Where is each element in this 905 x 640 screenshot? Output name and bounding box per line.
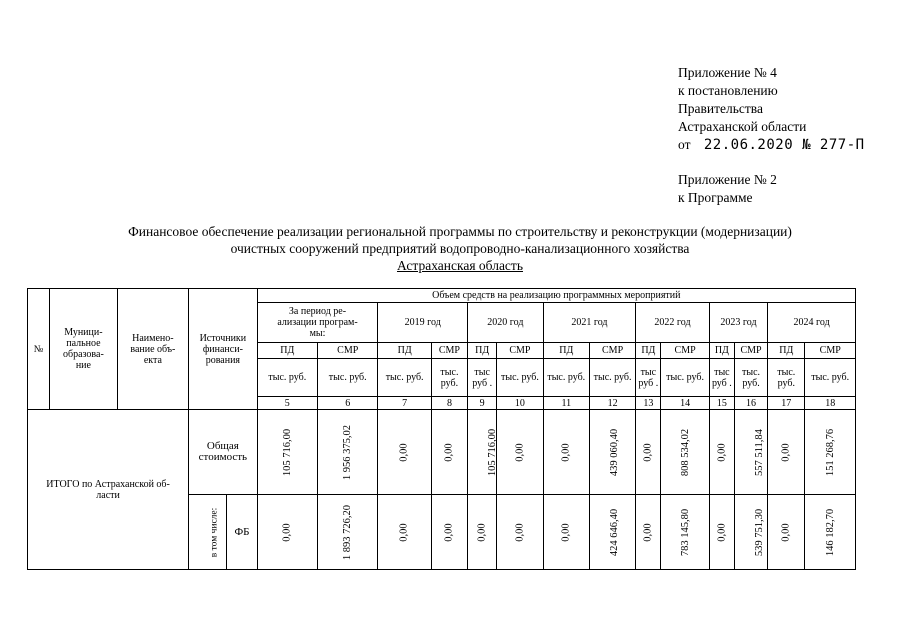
unit-cell: тыс. руб. [378, 359, 431, 397]
header-smr: СМР [661, 343, 709, 359]
value-cell [805, 495, 856, 570]
value-cell [468, 495, 497, 570]
value-cell [709, 495, 734, 570]
unit-cell: тыс. руб. [257, 359, 317, 397]
value-cell [318, 410, 378, 495]
value-text: 0,00 [560, 442, 572, 462]
col-number: 15 [709, 397, 734, 410]
header-pd: ПД [378, 343, 431, 359]
value-cell [709, 410, 734, 495]
value-cell [636, 410, 661, 495]
total-cost-label: Общая стоимость [189, 410, 257, 495]
value-text: 0,00 [716, 522, 728, 542]
value-text: 0,00 [514, 522, 526, 542]
header-smr: СМР [734, 343, 767, 359]
unit-cell: тыс. руб. [661, 359, 709, 397]
col-number: 6 [318, 397, 378, 410]
value-cell [431, 410, 467, 495]
appendix-date [678, 136, 865, 154]
value-text: 0,00 [642, 442, 654, 462]
unit-cell: тыс руб . [636, 359, 661, 397]
appendix2-line: Приложение № 2 [678, 172, 777, 187]
unit-cell: тыс. руб. [768, 359, 805, 397]
value-text: 557 511,84 [753, 428, 765, 476]
appendix-block [678, 64, 865, 154]
header-smr: СМР [805, 343, 856, 359]
col-number: 13 [636, 397, 661, 410]
value-cell [768, 410, 805, 495]
col-number: 12 [589, 397, 635, 410]
header-volume: Объем средств на реализацию программных мероприятий [257, 289, 855, 303]
header-year: 2024 год [768, 303, 856, 343]
value-text: 0,00 [399, 522, 411, 542]
header-pd: ПД [636, 343, 661, 359]
including-label: в том числе: [209, 507, 220, 558]
appendix2-line: к Программе [678, 190, 753, 205]
col-number: 17 [768, 397, 805, 410]
header-smr: СМР [497, 343, 543, 359]
header-year: 2022 год [636, 303, 710, 343]
value-text: 105 716,00 [487, 428, 499, 476]
value-text: 424 646,40 [609, 508, 621, 556]
col-number: 7 [378, 397, 431, 410]
title-line2: очистных сооружений предприятий водопроводно-канализационного хозяйства [230, 241, 690, 256]
appendix-line: Приложение № 4 [678, 65, 777, 80]
value-text: 539 751,30 [754, 508, 766, 556]
col-number: 14 [661, 397, 709, 410]
header-year: 2019 год [378, 303, 468, 343]
value-text: 0,00 [443, 522, 455, 542]
header-pd: ПД [543, 343, 589, 359]
value-text: 0,00 [780, 442, 792, 462]
appendix-line: Астраханской области [678, 119, 807, 134]
header-pd: ПД [468, 343, 497, 359]
value-text: 0,00 [716, 442, 728, 462]
unit-cell: тыс. руб. [318, 359, 378, 397]
fb-label: ФБ [227, 495, 257, 570]
value-text: 0,00 [560, 522, 572, 542]
total-label: ИТОГО по Астраханской об- ласти [28, 410, 189, 570]
value-text: 151 268,76 [824, 428, 836, 476]
value-text: 808 534,02 [680, 428, 692, 476]
value-text: 0,00 [476, 522, 488, 542]
value-cell [734, 410, 767, 495]
value-cell [378, 410, 431, 495]
value-cell [468, 410, 497, 495]
value-cell [661, 495, 709, 570]
value-cell [661, 410, 709, 495]
appendix-line: Правительства [678, 101, 763, 116]
value-cell [257, 410, 317, 495]
col-number: 11 [543, 397, 589, 410]
header-pd: ПД [709, 343, 734, 359]
col-number: 5 [257, 397, 317, 410]
value-cell [768, 495, 805, 570]
title-line1: Финансовое обеспечение реализации региональной программы по строительству и реконструкции (модернизации) [128, 224, 792, 239]
value-text: 1 893 726,20 [342, 504, 354, 560]
value-text: 783 145,80 [680, 508, 692, 556]
value-text: 146 182,70 [824, 508, 836, 556]
value-text: 0,00 [514, 442, 526, 462]
header-smr: СМР [431, 343, 467, 359]
value-cell [378, 495, 431, 570]
header-sources: Источники финанси- рования [189, 289, 257, 410]
unit-cell: тыс. руб. [589, 359, 635, 397]
value-cell [318, 495, 378, 570]
value-text: 0,00 [780, 522, 792, 542]
financing-table [27, 288, 856, 570]
header-smr: СМР [589, 343, 635, 359]
value-cell [543, 495, 589, 570]
unit-cell: тыс. руб. [805, 359, 856, 397]
value-text: 1 956 375,02 [342, 424, 354, 480]
col-number: 18 [805, 397, 856, 410]
header-smr: СМР [318, 343, 378, 359]
header-municipality: Муници- пальное образова- ние [50, 289, 117, 410]
document-title [60, 223, 860, 274]
header-year: 2020 год [468, 303, 544, 343]
header-pd: ПД [257, 343, 317, 359]
unit-cell: тыс. руб. [543, 359, 589, 397]
value-cell [543, 410, 589, 495]
value-cell [589, 410, 635, 495]
unit-cell: тыс руб . [468, 359, 497, 397]
header-period: За период ре- ализации програм- мы: [257, 303, 378, 343]
value-text: 0,00 [281, 522, 293, 542]
col-number: 10 [497, 397, 543, 410]
value-text: 0,00 [399, 442, 411, 462]
unit-cell: тыс. руб. [734, 359, 767, 397]
value-text: 439 060,40 [609, 428, 621, 476]
value-text: 105 716,00 [281, 428, 293, 476]
col-number: 16 [734, 397, 767, 410]
date-prefix: от [678, 137, 691, 152]
title-region: Астраханская область [397, 258, 523, 273]
value-cell [805, 410, 856, 495]
including-cell [189, 495, 227, 570]
header-pd: ПД [768, 343, 805, 359]
col-number: 9 [468, 397, 497, 410]
unit-cell: тыс. руб. [431, 359, 467, 397]
unit-cell: тыс руб . [709, 359, 734, 397]
value-cell [636, 495, 661, 570]
value-text: 0,00 [443, 442, 455, 462]
header-num: № [28, 289, 50, 410]
value-text: 0,00 [642, 522, 654, 542]
appendix-line: к постановлению [678, 83, 778, 98]
value-cell [257, 495, 317, 570]
header-year: 2021 год [543, 303, 636, 343]
value-cell [497, 495, 543, 570]
header-year: 2023 год [709, 303, 767, 343]
date-handwritten: 22.06.2020 № 277-П [703, 137, 865, 153]
appendix2-block [678, 171, 777, 207]
col-number: 8 [431, 397, 467, 410]
value-cell [589, 495, 635, 570]
value-cell [431, 495, 467, 570]
value-cell [734, 495, 767, 570]
unit-cell: тыс. руб. [497, 359, 543, 397]
header-object: Наимено- вание объ- екта [117, 289, 189, 410]
value-cell [497, 410, 543, 495]
